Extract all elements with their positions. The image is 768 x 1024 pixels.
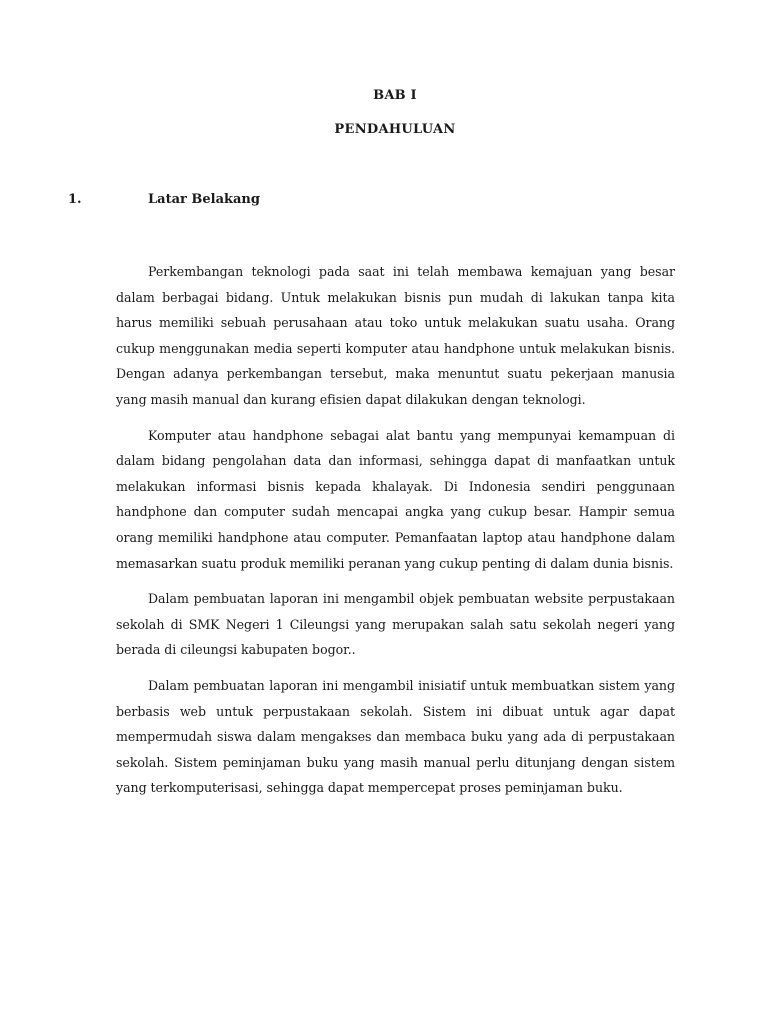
paragraph-2: Komputer atau handphone sebagai alat bantu yang mempunyai kemampuan di dalam bidang pengolahan data dan informasi, sehingga dapat di manfaatkan untuk melakukan informasi bisnis kepada khalayak. Di Indonesia sendiri penggunaan handphone dan computer sudah mencapai angka yang cukup besar. Hampir semua orang memiliki handphone atau computer. Pemanfaatan laptop atau handphone dalam memasarkan suatu produk memiliki peranan yang cukup penting di dalam dunia bisnis. <box>116 427 675 571</box>
paragraph-3: Dalam pembuatan laporan ini mengambil objek pembuatan website perpustakaan sekolah di SMK Negeri 1 Cileungsi yang merupakan salah satu sekolah negeri yang berada di cileungsi kabupaten bogor.. <box>116 591 675 658</box>
paragraph-1: Perkembangan teknologi pada saat ini telah membawa kemajuan yang besar dalam berbagai bidang. Untuk melakukan bisnis pun mudah di lakukan tanpa kita harus memiliki sebuah perusahaan atau toko untuk melakukan suatu usaha. Orang cukup menggunakan media seperti komputer atau handphone untuk melakukan bisnis. Dengan adanya perkembangan tersebut, maka menuntut suatu pekerjaan manusia yang masih manual dan kurang efisien dapat dilakukan dengan teknologi. <box>116 264 675 407</box>
section-title: Latar Belakang <box>148 192 260 207</box>
section-number: 1. <box>68 192 82 207</box>
chapter-title: PENDAHULUAN <box>334 122 456 137</box>
chapter-number: BAB I <box>373 88 417 103</box>
body-text <box>116 259 675 811</box>
section-heading <box>68 192 260 207</box>
paragraph-4: Dalam pembuatan laporan ini mengambil inisiatif untuk membuatkan sistem yang berbasis web untuk perpustakaan sekolah. Sistem ini dibuat untuk agar dapat mempermudah siswa dalam mengakses dan membaca buku yang ada di perpustakaan sekolah. Sistem peminjaman buku yang masih manual perlu ditunjang dengan sistem yang terkomputerisasi, sehingga dapat mempercepat proses peminjaman buku. <box>116 677 675 796</box>
